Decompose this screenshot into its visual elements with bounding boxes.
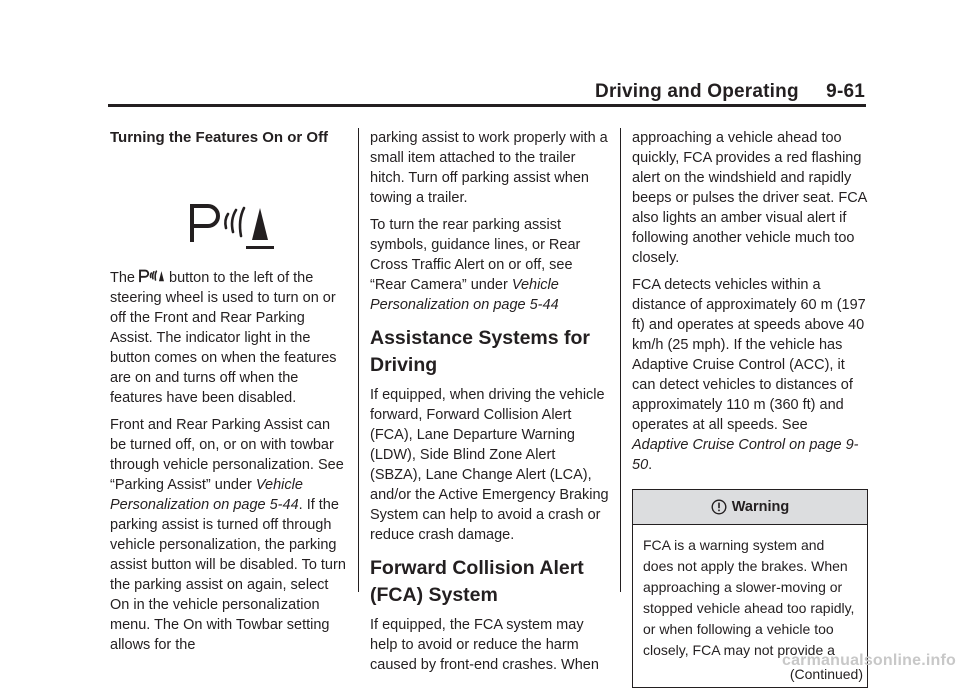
warning-header xyxy=(633,490,867,525)
header-title xyxy=(595,81,865,103)
paragraph-button-description: The button to the left of the steering wheel is used to turn on or off the Front and Rear Parking Assist. The indicator light in the button comes on when the features are on and turns off when the features have been disabled. xyxy=(110,270,337,406)
warning-body: FCA is a warning system and does not apply the brakes. When approaching a slower-moving or stopped vehicle ahead too rapidly, or when following a vehicle too closely, FCA may not provide a xyxy=(643,537,855,658)
parking-assist-inline-icon xyxy=(136,268,168,285)
paragraph-assistance-intro: If equipped, when driving the vehicle forward, Forward Collision Alert (FCA), Lane Departure Warning (LDW), Side Blind Zone Alert (SBZA), Lane Change Alert (LCA), and/or the Active Emergency Braking System can help to avoid a crash or reduce crash damage. xyxy=(370,387,609,543)
paragraph-fca-intro: If equipped, the FCA system may help to avoid or reduce the harm caused by front-end crashes. When xyxy=(370,617,599,673)
cross-reference: Vehicle Personalization on page 5-44 xyxy=(370,277,559,313)
paragraph-rear-camera: To turn the rear parking assist symbols, guidance lines, or Rear Cross Traffic Alert on or off, see “Rear Camera” under Vehicle Personalization on page 5-44 xyxy=(370,217,581,313)
cross-reference: Vehicle Personalization on page 5-44 xyxy=(110,477,303,513)
column-divider-2 xyxy=(620,128,621,592)
heading-fca-system: Forward Collision Alert (FCA) System xyxy=(370,557,584,606)
warning-icon xyxy=(711,499,727,515)
header-section: Driving and Operating xyxy=(595,81,799,102)
parking-assist-icon xyxy=(182,198,278,252)
paragraph-fca-alerts: approaching a vehicle ahead too quickly, FCA provides a red flashing alert on the windshield and rapidly beeps or pulses the driver seat. FCA also lights an amber visual alert if following another vehicle much too closely. xyxy=(632,130,867,266)
paragraph-fca-range: FCA detects vehicles within a distance of approximately 60 m (197 ft) and operates at speeds above 40 km/h (25 mph). If the vehicle has Adaptive Cruise Control (ACC), it can detect vehicles to distances of approximately 110 m (360 ft) and operates at all speeds. See Adaptive Cruise Control on page 9-50. xyxy=(632,277,866,473)
paragraph-personalization: Front and Rear Parking Assist can be turned off, on, or on with towbar through vehicle personalization. See “Parking Assist” under Vehicle Personalization on page 5-44. If the parking assist is turned off through vehicle personalization, the parking assist button will be disabled. To turn the parking assist on again, select On in the vehicle personalization menu. The On with Towbar setting allows for the xyxy=(110,417,346,653)
header-rule xyxy=(108,104,866,107)
paragraph-towing: parking assist to work properly with a small item attached to the trailer hitch. Turn off parking assist when towing a trailer. xyxy=(370,130,608,206)
column-divider-1 xyxy=(358,128,359,592)
page-header xyxy=(108,79,865,103)
subheading-turning-features: Turning the Features On or Off xyxy=(110,129,329,146)
warning-title: Warning xyxy=(731,499,790,515)
cross-reference: Adaptive Cruise Control on page 9-50 xyxy=(632,437,859,473)
heading-assistance-systems: Assistance Systems for Driving xyxy=(370,327,591,376)
column-3 xyxy=(632,128,868,688)
watermark: carmanualsonline.info xyxy=(781,652,956,669)
column-1 xyxy=(110,128,350,662)
column-2 xyxy=(370,128,610,682)
warning-continued: (Continued) xyxy=(789,666,863,682)
header-page-number: 9-61 xyxy=(826,81,865,102)
